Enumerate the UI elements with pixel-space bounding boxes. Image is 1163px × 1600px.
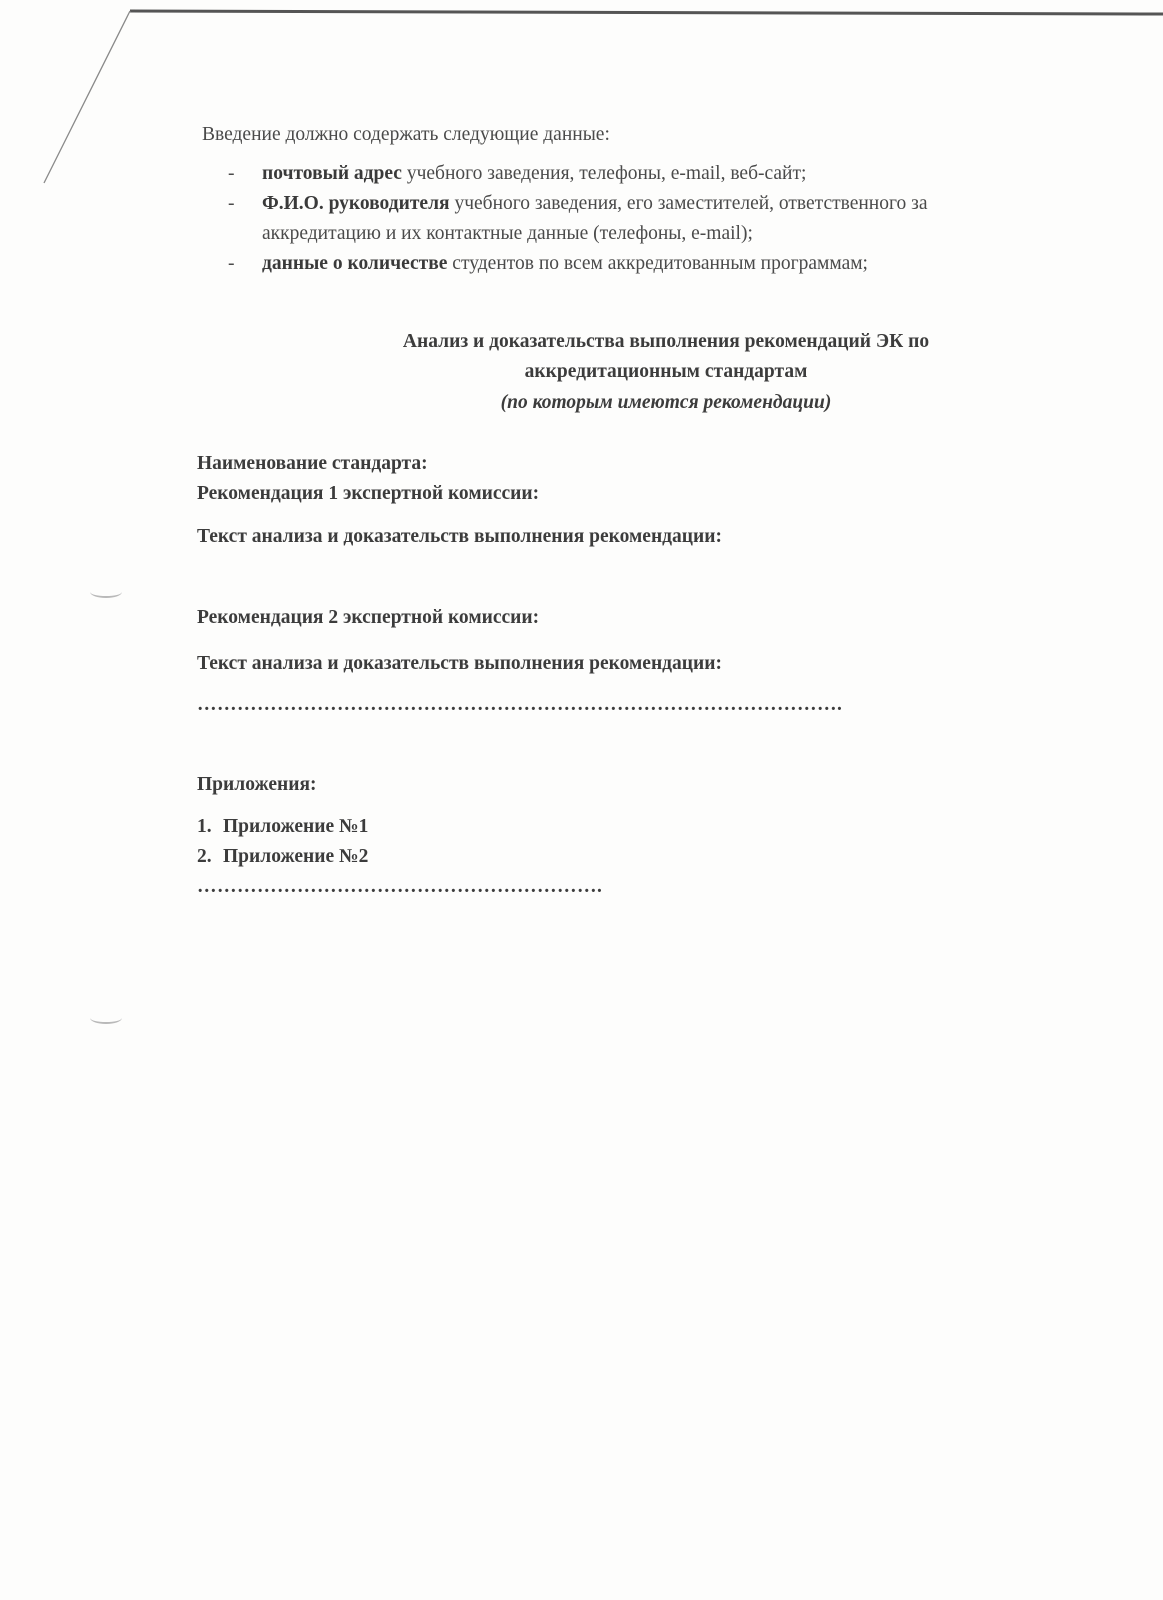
list-bullet: - xyxy=(228,163,235,184)
appendices-label: Приложения: xyxy=(197,774,317,795)
appendix-label: Приложение №1 xyxy=(223,816,369,837)
list-item-bold: почтовый адрес xyxy=(262,163,402,184)
appendix-number: 1. xyxy=(197,816,212,837)
list-item xyxy=(225,189,1045,249)
appendix-number: 2. xyxy=(197,846,212,867)
standard-name-label: Наименование стандарта: xyxy=(197,453,428,474)
list-item-bold: данные о количестве xyxy=(262,253,448,274)
dotted-line-2: ……………………………………………………. xyxy=(197,876,603,897)
intro-text: Введение должно содержать следующие данные: xyxy=(202,124,610,145)
list-bullet: - xyxy=(228,253,235,274)
list-item xyxy=(225,249,1045,279)
punch-hole-mark xyxy=(90,1012,122,1024)
list-item xyxy=(225,159,1045,189)
requirements-list xyxy=(225,159,1045,279)
list-bullet: - xyxy=(228,193,235,214)
appendix-label: Приложение №2 xyxy=(223,846,369,867)
appendix-item xyxy=(197,842,368,872)
recommendation-1-label: Рекомендация 1 экспертной комиссии: xyxy=(197,483,540,504)
section-title-line-2: аккредитационным стандартам xyxy=(524,361,808,382)
punch-hole-mark xyxy=(90,586,122,598)
list-item-text: учебного заведения, телефоны, e-mail, веб-сайт; xyxy=(401,163,807,184)
section-subtitle: (по которым имеются рекомендации) xyxy=(500,392,832,413)
appendix-item xyxy=(197,812,368,842)
recommendation-2-label: Рекомендация 2 экспертной комиссии: xyxy=(197,607,540,628)
analysis-label-2: Текст анализа и доказательств выполнения рекомендации: xyxy=(197,653,722,674)
analysis-label-1: Текст анализа и доказательств выполнения рекомендации: xyxy=(197,526,722,547)
dotted-line-1: ……………………………………………………………………………………. xyxy=(197,694,843,715)
list-item-text: студентов по всем аккредитованным программам; xyxy=(447,253,868,274)
section-title-line-1: Анализ и доказательства выполнения рекомендаций ЭК по xyxy=(402,331,930,352)
list-item-text: учебного заведения, его заместителей, ответственного за аккредитацию и их контактные данные (телефоны, e-mail); xyxy=(262,193,928,244)
list-item-bold: Ф.И.О. руководителя xyxy=(262,193,450,214)
